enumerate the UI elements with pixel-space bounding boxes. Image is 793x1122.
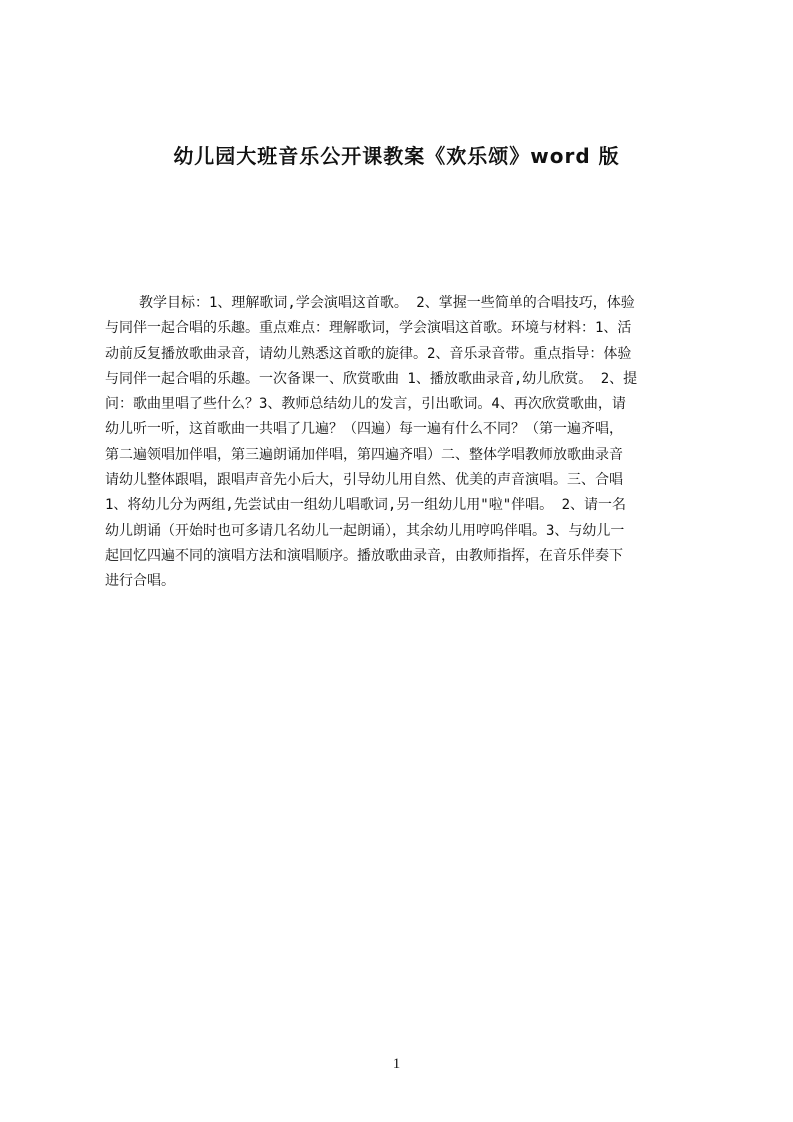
body-line: 幼儿听一听，这首歌曲一共唱了几遍？（四遍）每一遍有什么不同？（第一遍齐唱， <box>105 421 623 438</box>
body-line: 动前反复播放歌曲录音，请幼儿熟悉这首歌的旋律。2、音乐录音带。重点指导：体验 <box>105 345 632 362</box>
body-line: 幼儿朗诵（开始时也可多请几名幼儿一起朗诵），其余幼儿用哼呜伴唱。3、与幼儿一 <box>105 522 625 539</box>
body-line: 与同伴一起合唱的乐趣。重点难点：理解歌词，学会演唱这首歌。环境与材料：1、活 <box>105 320 632 337</box>
body-line: 1、将幼儿分为两组,先尝试由一组幼儿唱歌词,另一组幼儿用"啦"伴唱。 2、请一名 <box>105 497 626 514</box>
document-body <box>105 291 698 595</box>
body-line: 问：歌曲里唱了些什么？3、教师总结幼儿的发言，引出歌词。4、再次欣赏歌曲，请 <box>105 396 626 413</box>
body-line: 起回忆四遍不同的演唱方法和演唱顺序。播放歌曲录音，由教师指挥，在音乐伴奏下 <box>105 547 623 564</box>
page-number: 1 <box>392 1056 401 1072</box>
body-line: 请幼儿整体跟唱，跟唱声音先小后大，引导幼儿用自然、优美的声音演唱。三、合唱 <box>105 472 623 489</box>
document-title: 幼儿园大班音乐公开课教案《欢乐颂》word 版 <box>173 144 620 168</box>
body-line: 第二遍领唱加伴唱，第三遍朗诵加伴唱，第四遍齐唱）二、整体学唱教师放歌曲录音 <box>105 446 623 463</box>
body-line: 教学目标：1、理解歌词,学会演唱这首歌。 2、掌握一些简单的合唱技巧，体验 <box>139 295 635 311</box>
body-line: 进行合唱。 <box>105 573 175 590</box>
body-line: 与同伴一起合唱的乐趣。一次备课一、欣赏歌曲 1、播放歌曲录音,幼儿欣赏。 2、提 <box>105 370 638 387</box>
